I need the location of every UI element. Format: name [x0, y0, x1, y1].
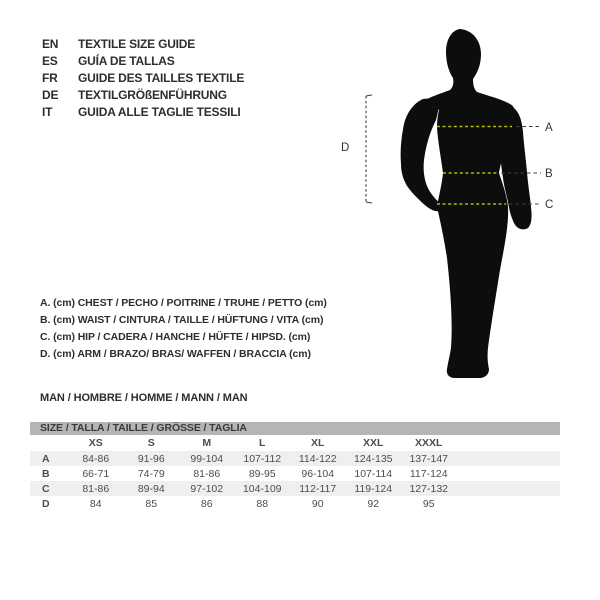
- language-row: [42, 53, 342, 70]
- arm-label: D: [341, 142, 350, 154]
- row-label: B: [42, 467, 50, 480]
- language-code: ES: [42, 54, 58, 68]
- table-cell: 99-104: [190, 452, 224, 465]
- arm-length-bottom-tick: [366, 202, 372, 203]
- column-header: M: [202, 437, 212, 449]
- man-silhouette-left-arm: [401, 99, 441, 212]
- column-header: XS: [88, 437, 103, 449]
- table-cell: 124-135: [353, 452, 393, 465]
- table-cell: 89-95: [248, 467, 276, 480]
- language-title-list: [42, 36, 342, 121]
- table-cell: 112-117: [299, 482, 337, 495]
- language-row: [42, 87, 342, 104]
- table-cell: 81-86: [193, 467, 221, 480]
- table-cell: 81-86: [82, 482, 110, 495]
- measurement-legend: [40, 295, 370, 363]
- row-label: D: [42, 497, 50, 510]
- table-cell: 114-122: [298, 452, 337, 465]
- row-label: A: [42, 452, 50, 465]
- table-cell: 107-114: [354, 467, 393, 480]
- table-cell: 86: [200, 497, 213, 510]
- measurement-line-hip: C. (cm) HIP / CADERA / HANCHE / HÜFTE / HIPSD. (cm): [40, 331, 311, 343]
- table-row: [30, 451, 560, 466]
- language-title: TEXTILE SIZE GUIDE: [78, 37, 196, 51]
- column-header: XXXL: [415, 437, 443, 449]
- table-cell: 84-86: [82, 452, 110, 465]
- table-cell: 127-132: [409, 482, 449, 495]
- table-cell: 74-79: [137, 467, 165, 480]
- waist-label: B: [545, 168, 553, 180]
- table-cell: 85: [145, 497, 158, 510]
- table-cell: 96-104: [301, 467, 335, 480]
- column-header: XL: [311, 437, 325, 449]
- table-cell: 88: [256, 497, 269, 510]
- table-row: [30, 496, 560, 511]
- row-label: C: [42, 482, 50, 495]
- language-title: GUÍA DE TALLAS: [78, 54, 175, 68]
- table-cell: 90: [311, 497, 324, 510]
- table-row: [30, 466, 560, 481]
- language-code: DE: [42, 88, 59, 102]
- language-title: GUIDE DES TAILLES TEXTILE: [78, 71, 245, 85]
- table-cell: 92: [367, 497, 380, 510]
- table-cell: 117-124: [409, 467, 448, 480]
- language-code: IT: [42, 105, 53, 119]
- column-header: L: [259, 437, 266, 449]
- arm-length-top-tick: [366, 95, 372, 96]
- measurement-line-arm: D. (cm) ARM / BRAZO/ BRAS/ WAFFEN / BRACCIA (cm): [40, 348, 311, 360]
- table-cell: 107-112: [243, 452, 282, 465]
- measurement-line-waist: B. (cm) WAIST / CINTURA / TAILLE / HÜFTUNG / VITA (cm): [40, 314, 324, 326]
- language-code: FR: [42, 71, 58, 85]
- language-row: [42, 70, 342, 87]
- table-cell: 84: [89, 497, 102, 510]
- table-title: MAN / HOMBRE / HOMME / MANN / MAN: [40, 392, 248, 404]
- hip-label: C: [545, 199, 554, 211]
- table-cell: 97-102: [190, 482, 224, 495]
- language-title: GUIDA ALLE TAGLIE TESSILI: [78, 105, 241, 119]
- language-row: [42, 36, 342, 53]
- table-cell: 137-147: [409, 452, 449, 465]
- chest-label: A: [545, 122, 553, 134]
- table-cell: 66-71: [82, 467, 110, 480]
- measurement-line-chest: A. (cm) CHEST / PECHO / POITRINE / TRUHE / PETTO (cm): [40, 297, 327, 309]
- size-table: [30, 422, 560, 511]
- table-cell: 89-94: [137, 482, 165, 495]
- table-cell: 104-109: [242, 482, 282, 495]
- language-title: TEXTILGRÖßENFÜHRUNG: [78, 88, 227, 102]
- table-cell: 95: [422, 497, 435, 510]
- size-table-header-bar: SIZE / TALLA / TAILLE / GRÖSSE / TAGLIA: [30, 422, 560, 435]
- language-code: EN: [42, 37, 59, 51]
- table-cell: 119-124: [354, 482, 393, 495]
- table-row: [30, 481, 560, 496]
- language-row: [42, 104, 342, 121]
- column-header: S: [147, 437, 155, 449]
- table-cell: 91-96: [137, 452, 165, 465]
- size-table-columns-row: [30, 435, 560, 451]
- column-header: XXL: [363, 437, 384, 449]
